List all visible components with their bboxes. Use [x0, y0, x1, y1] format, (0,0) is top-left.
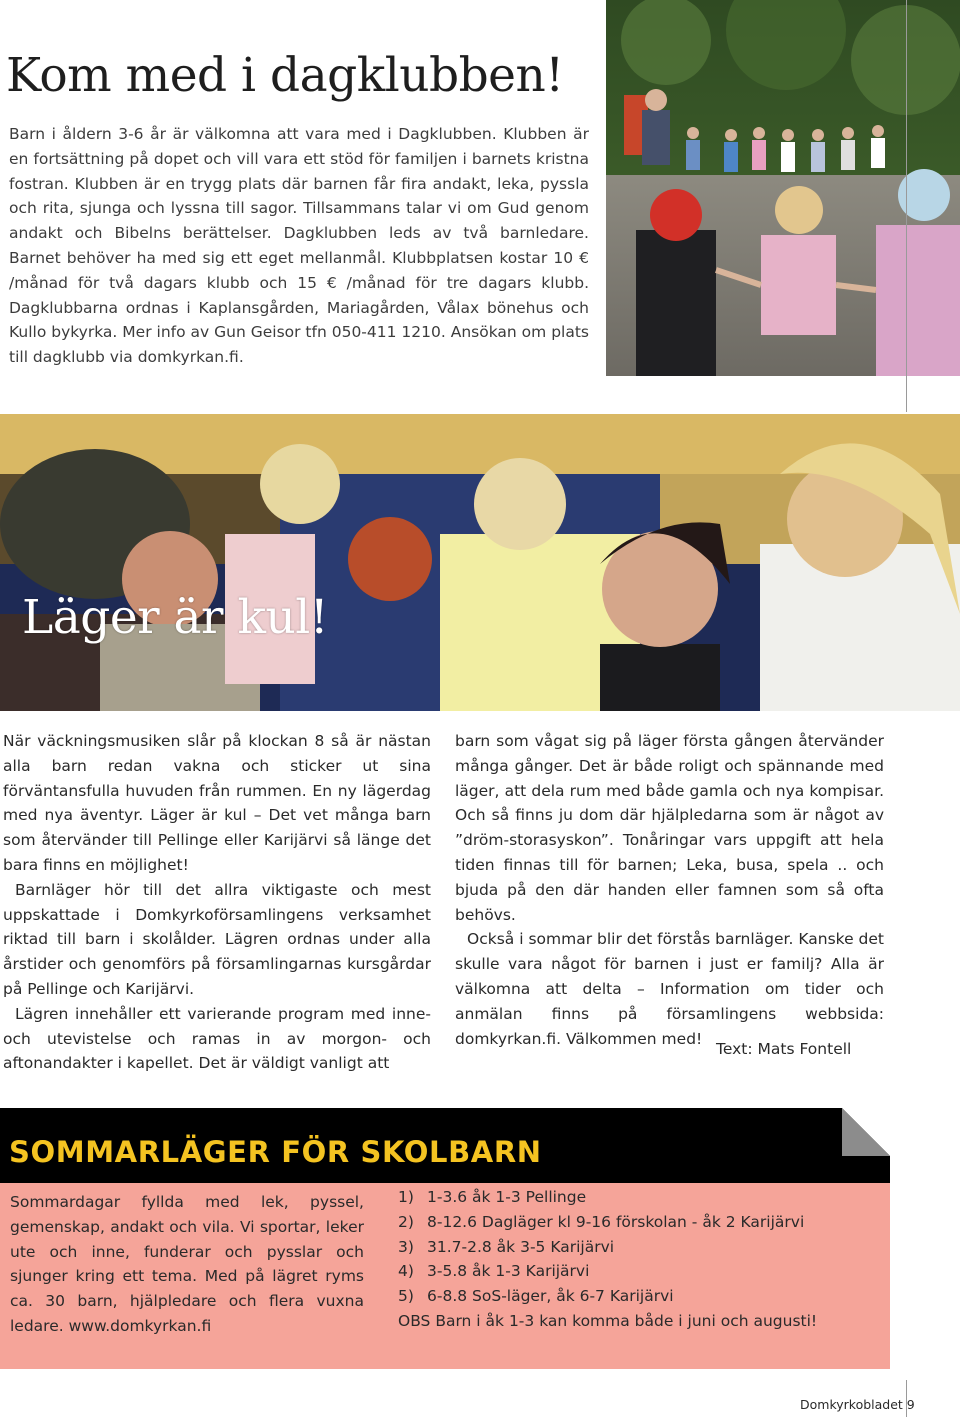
sommarlager-heading: SOMMARLÄGER FÖR SKOLBARN — [9, 1135, 542, 1169]
page-fold-corner — [842, 1108, 890, 1156]
sommarlager-description: Sommardagar fyllda med lek, pyssel, gemenskap, andakt och vila. Vi sportar, leker ute och inne, funderar och pysslar och sjunger kring ett tema. Med på lägret ryms ca. 30 barn, hjälpledare och flera vuxna ledare. www.domkyrkan.fi — [10, 1193, 364, 1335]
lager-paragraph: Lägren innehåller ett varierande program med inne- och utevistelse och ramas in av morgon- och aftonandakter i kapellet. Det är väldigt vanligt att — [3, 1004, 431, 1073]
list-item: 1) 1-3.6 åk 1-3 Pellinge — [398, 1188, 587, 1206]
lager-paragraph: barn som vågat sig på läger första gången återvänder många gånger. Det är både roligt och spännande med läger, att dela rum med både gamla och nya kompisar. Och så finns ju dom där hjälpledarna som är något av ”dröm-storasyskon”. Tonåringar vars uppgift att hela tiden finnas till för barnen; Leka, busa, spela .. och bjuda på den där handen eller famnen som så ofta behövs. — [455, 732, 884, 924]
dagklubb-title: Kom med i dagklubben! — [6, 48, 564, 103]
camp-note: OBS Barn i åk 1-3 kan komma både i juni och augusti! — [398, 1311, 818, 1330]
dagklubb-body: Barn i åldern 3-6 år är välkomna att vara med i Dagklubben. Klubben är en fortsättning på dopet och vill vara ett stöd för familjen i barnets kristna fostran. Klubben är en trygg plats där barnen får fira andakt, leka, pyssla och rita, sjunga och lyssna till sagor. Tillsammans talar vi om Gud genom andakt och Bibelns berättelser. Dagklubben leds av två barnledare. Barnet behöver ha med sig ett eget mellanmål. Klubbplatsen kostar 10 € /månad för två dagars klubb och 15 € /månad för tre dagars klubb. Dagklubbarna ordnas i Kaplansgården, Mariagården, Vålax bönehus och Kullo bykyrka. Mer info av Gun Geisor tfn 050-411 1210. Ansökan om plats till dagklubb via domkyrkan.fi. — [9, 125, 589, 367]
lager-paragraph: Också i sommar blir det förstås barnläger. Kanske det skulle vara något för barnen i just er familj? Alla är välkomna att delta – Information om tider och anmälan finns på församlingens webbsida: domkyrkan.fi. Välkommen med! — [455, 930, 884, 1048]
list-item: 4) 3-5.8 åk 1-3 Karijärvi — [398, 1262, 590, 1281]
lager-paragraph: Barnläger hör till det allra viktigaste och mest uppskattade i Domkyrkoförsamlingens verksamhet riktad till barn i skolålder. Lägren ordnas under alla årstider och genomförs på församlingarnas kursgårdar på Pellinge och Karijärvi. — [3, 880, 431, 998]
author-credit: Text: Mats Fontell — [716, 1040, 852, 1058]
page-footer: Domkyrkobladet 9 — [800, 1397, 915, 1412]
divider-line — [906, 0, 907, 412]
lager-text-right — [455, 729, 884, 1051]
photo-girls-sofa — [0, 414, 960, 711]
list-item: 2) 8-12.6 Dagläger kl 9-16 förskolan - åk 2 Karijärvi — [398, 1212, 805, 1231]
list-item: 5) 6-8.8 SoS-läger, åk 6-7 Karijärvi — [398, 1287, 674, 1306]
camp-dates-list — [398, 1185, 817, 1334]
list-item: 3) 31.7-2.8 åk 3-5 Karijärvi — [398, 1237, 615, 1256]
lager-text-left — [3, 729, 431, 1076]
lager-paragraph: När väckningsmusiken slår på klockan 8 så är nästan alla barn redan vakna och sticker ut sina förväntansfulla huvuden från rummen. En ny lägerdag med nya äventyr. Läger är kul – Det vet många barn som återvänder till Pellinge eller Karijärvi så länge det bara finns en möjlighet! — [3, 732, 431, 874]
lager-title: Läger är kul! — [22, 590, 329, 645]
